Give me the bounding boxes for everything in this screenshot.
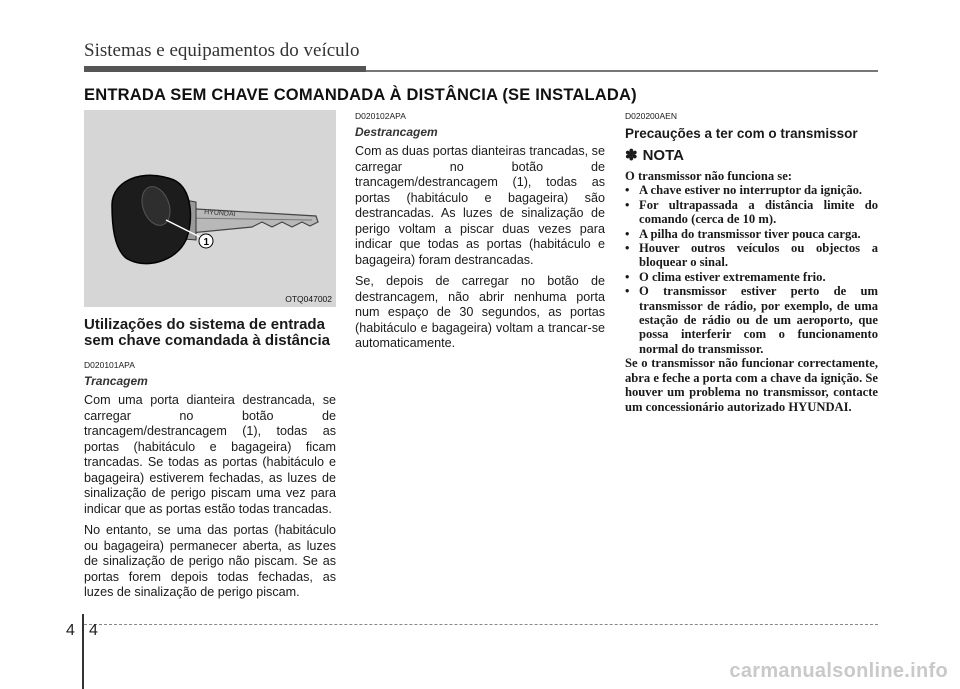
note-label: NOTA bbox=[642, 147, 684, 164]
column-1 bbox=[84, 110, 336, 601]
figure-callout: 1 bbox=[203, 237, 210, 248]
column-2 bbox=[355, 110, 605, 352]
footer-rule bbox=[84, 624, 878, 625]
note-body bbox=[625, 169, 878, 414]
italic-heading: Destrancagem bbox=[355, 125, 438, 139]
key-figure bbox=[84, 110, 336, 307]
footer-divider bbox=[82, 614, 84, 689]
list-item: • A chave estiver no interruptor da ignição. bbox=[625, 183, 878, 197]
paragraph: Com uma porta dianteira destrancada, se carregar no botão de trancagem/destrancagem (1), todas as portas (habitáculo e bagageira) ficam trancadas. Se todas as portas (habitáculo e bagageira) estiverem fechadas, as luzes de sinalização de perigo piscam uma vez para indicar que as portas estão todas trancadas. bbox=[84, 393, 336, 516]
note-heading bbox=[625, 147, 878, 165]
watermark: carmanualsonline.info bbox=[729, 660, 948, 682]
list-item: • O transmissor estiver perto de um transmissor de rádio, por exemplo, de uma estação de rádio ou de um aeroporto, que possa interferir com o funcionamento normal do transmissor. bbox=[625, 284, 878, 356]
section-code: D020200AEN bbox=[625, 111, 677, 121]
list-item: • For ultrapassada a distância limite do comando (cerca de 10 m). bbox=[625, 198, 878, 227]
header-rule bbox=[366, 70, 878, 72]
section-code: D020102APA bbox=[355, 111, 406, 121]
figure-code: OTQ047002 bbox=[285, 294, 332, 304]
list-item: • Houver outros veículos ou objectos a bloquear o sinal. bbox=[625, 241, 878, 270]
column-3 bbox=[625, 110, 878, 414]
note-bullets bbox=[625, 183, 878, 356]
chapter-number: 4 bbox=[66, 622, 75, 639]
subheading: Utilizações do sistema de entrada sem chave comandada à distância bbox=[84, 316, 330, 349]
note-closing: Se o transmissor não funcionar correctamente, abra e feche a porta com a chave da ignição. Se houver um problema no transmissor, contacte um concessionário autorizado HYUNDAI. bbox=[625, 356, 878, 414]
note-intro: O transmissor não funciona se: bbox=[625, 169, 792, 183]
svg-text:HYUNDAI: HYUNDAI bbox=[203, 209, 236, 219]
asterisk-icon: ✽ bbox=[625, 147, 638, 164]
key-illustration-icon bbox=[84, 110, 336, 307]
paragraph: Com as duas portas dianteiras trancadas, se carregar no botão de trancagem/destrancagem (1), todas as portas (habitáculo e bagageira) são destrancadas. As luzes de sinalização de perigo voltam a piscar duas vezes para indicar que todas as portas (habitáculo e bagageira) foram destrancadas. bbox=[355, 144, 605, 267]
section-code: D020101APA bbox=[84, 360, 135, 370]
list-item: • A pilha do transmissor tiver pouca carga. bbox=[625, 227, 878, 241]
italic-heading: Trancagem bbox=[84, 374, 148, 388]
list-item: • O clima estiver extremamente frio. bbox=[625, 270, 878, 284]
header-bar bbox=[84, 66, 366, 72]
chapter-title: Sistemas e equipamentos do veículo bbox=[84, 40, 360, 61]
paragraph: No entanto, se uma das portas (habitáculo ou bagageira) permanecer aberta, as luzes de sinalização de perigo não piscam. Se as portas forem depois todas fechadas, as luzes de sinalização de perigo piscam. bbox=[84, 523, 336, 599]
page-number: 4 bbox=[89, 622, 98, 639]
paragraph: Se, depois de carregar no botão de destrancagem, não abrir nenhuma porta num espaço de 30 segundos, as portas (habitáculo e bagageira) voltam a trancar-se automaticamente. bbox=[355, 274, 605, 350]
precautions-title: Precauções a ter com o transmissor bbox=[625, 126, 858, 141]
section-title: ENTRADA SEM CHAVE COMANDADA À DISTÂNCIA (SE INSTALADA) bbox=[84, 86, 637, 104]
